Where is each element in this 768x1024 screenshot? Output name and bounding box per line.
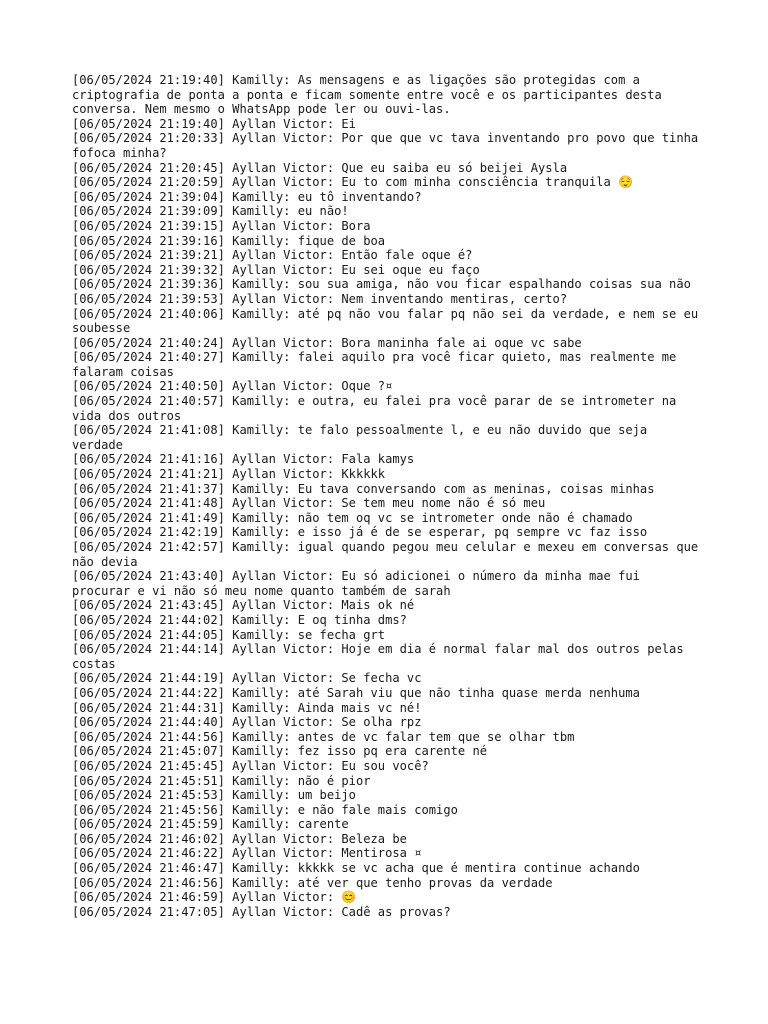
chat-message-line: [06/05/2024 21:41:49] Kamilly: não tem oq vc se intrometer onde não é chamado <box>72 510 633 525</box>
chat-message-line: [06/05/2024 21:39:32] Ayllan Victor: Eu sei oque eu faço <box>72 262 480 277</box>
chat-message-line: [06/05/2024 21:20:33] Ayllan Victor: Por que que vc tava inventando pro povo que tinha fofoca minha? <box>72 131 706 160</box>
chat-message-line: [06/05/2024 21:41:48] Ayllan Victor: Se tem meu nome não é só meu <box>72 496 546 511</box>
chat-message-line: [06/05/2024 21:40:06] Kamilly: até pq não vou falar pq não sei da verdade, e nem se eu soubesse <box>72 306 706 336</box>
chat-message-line: [06/05/2024 21:44:22] Kamilly: até Sarah viu que não tinha quase merda nenhuma <box>72 685 640 700</box>
chat-message-line: [06/05/2024 21:39:15] Ayllan Victor: Bora <box>72 218 371 233</box>
chat-message-line: [06/05/2024 21:39:21] Ayllan Victor: Então fale oque é? <box>72 248 473 263</box>
chat-message-line: [06/05/2024 21:44:05] Kamilly: se fecha grt <box>72 627 386 642</box>
chat-message-line: [06/05/2024 21:45:56] Kamilly: e não fale mais comigo <box>72 802 458 817</box>
chat-message-line: [06/05/2024 21:44:40] Ayllan Victor: Se olha rpz <box>72 715 422 730</box>
chat-message-line: [06/05/2024 21:44:14] Ayllan Victor: Hoje em dia é normal falar mal dos outros pelas costas <box>72 642 691 671</box>
chat-message-line: [06/05/2024 21:19:40] Ayllan Victor: Ei <box>72 116 356 131</box>
chat-message-line: [06/05/2024 21:46:02] Ayllan Victor: Beleza be <box>72 831 407 846</box>
chat-message-line: [06/05/2024 21:45:07] Kamilly: fez isso pq era carente né <box>72 744 488 759</box>
chat-message-line: [06/05/2024 21:44:02] Kamilly: E oq tinha dms? <box>72 612 407 627</box>
chat-message-line: [06/05/2024 21:46:56] Kamilly: até ver que tenho provas da verdade <box>72 875 553 890</box>
chat-message-line: [06/05/2024 21:41:16] Ayllan Victor: Fala kamys <box>72 452 415 467</box>
chat-message-line: [06/05/2024 21:39:16] Kamilly: fique de boa <box>72 233 386 248</box>
chat-message-line: [06/05/2024 21:44:56] Kamilly: antes de vc falar tem que se olhar tbm <box>72 729 575 744</box>
chat-message-line: [06/05/2024 21:43:40] Ayllan Victor: Eu só adicionei o número da minha mae fui procurar e vi não só meu nome quanto também de sarah <box>72 569 648 598</box>
chat-message-line: [06/05/2024 21:46:47] Kamilly: kkkkk se vc acha que é mentira continue achando <box>72 861 640 876</box>
chat-message-line: [06/05/2024 21:42:57] Kamilly: igual quando pegou meu celular e mexeu em conversas que não devia <box>72 540 706 569</box>
chat-message-line: [06/05/2024 21:19:40] Kamilly: As mensagens e as ligações são protegidas com a criptografia de ponta a ponta e ficam somente entre você e os participantes desta conversa. Nem mesmo o WhatsApp pode ler ou ouvi-las. <box>72 73 670 117</box>
chat-message-line: [06/05/2024 21:40:50] Ayllan Victor: Oque ?¤ <box>72 379 393 394</box>
chat-message-line: [06/05/2024 21:20:59] Ayllan Victor: Eu to com minha consciência tranquila 😌 <box>72 175 634 190</box>
chat-message-line: [06/05/2024 21:45:51] Kamilly: não é pior <box>72 773 371 788</box>
chat-message-line: [06/05/2024 21:41:37] Kamilly: Eu tava conversando com as meninas, coisas minhas <box>72 481 655 496</box>
chat-message-line: [06/05/2024 21:45:45] Ayllan Victor: Eu sou você? <box>72 758 429 773</box>
chat-message-line: [06/05/2024 21:44:31] Kamilly: Ainda mais vc né! <box>72 700 422 715</box>
chat-message-line: [06/05/2024 21:20:45] Ayllan Victor: Que eu saiba eu só beijei Aysla <box>72 160 568 175</box>
chat-message-line: [06/05/2024 21:42:19] Kamilly: e isso já é de se esperar, pq sempre vc faz isso <box>72 525 648 540</box>
chat-transcript <box>72 73 706 919</box>
chat-message-line: [06/05/2024 21:40:27] Kamilly: falei aquilo pra você ficar quieto, mas realmente me falaram coisas <box>72 350 684 379</box>
chat-message-line: [06/05/2024 21:40:24] Ayllan Victor: Bora maninha fale ai oque vc sabe <box>72 335 582 350</box>
chat-message-line: [06/05/2024 21:40:57] Kamilly: e outra, eu falei pra você parar de se intrometer na vida dos outros <box>72 394 684 423</box>
chat-message-line: [06/05/2024 21:39:04] Kamilly: eu tô inventando? <box>72 189 422 204</box>
chat-message-line: [06/05/2024 21:39:36] Kamilly: sou sua amiga, não vou ficar espalhando coisas sua não <box>72 277 691 292</box>
chat-message-line: [06/05/2024 21:43:45] Ayllan Victor: Mais ok né <box>72 598 415 613</box>
chat-message-line: [06/05/2024 21:39:09] Kamilly: eu não! <box>72 204 349 219</box>
chat-message-line: [06/05/2024 21:46:22] Ayllan Victor: Mentirosa ¤ <box>72 846 422 861</box>
chat-message-line: [06/05/2024 21:47:05] Ayllan Victor: Cadê as provas? <box>72 904 451 919</box>
chat-message-line: [06/05/2024 21:46:59] Ayllan Victor: 😊 <box>72 890 357 905</box>
chat-message-line: [06/05/2024 21:45:59] Kamilly: carente <box>72 817 349 832</box>
chat-message-line: [06/05/2024 21:45:53] Kamilly: um beijo <box>72 788 356 803</box>
chat-message-line: [06/05/2024 21:44:19] Ayllan Victor: Se fecha vc <box>72 671 422 686</box>
chat-message-line: [06/05/2024 21:39:53] Ayllan Victor: Nem inventando mentiras, certo? <box>72 291 568 306</box>
chat-message-line: [06/05/2024 21:41:21] Ayllan Victor: Kkkkkk <box>72 467 386 482</box>
chat-message-line: [06/05/2024 21:41:08] Kamilly: te falo pessoalmente l, e eu não duvido que seja verdade <box>72 423 655 452</box>
